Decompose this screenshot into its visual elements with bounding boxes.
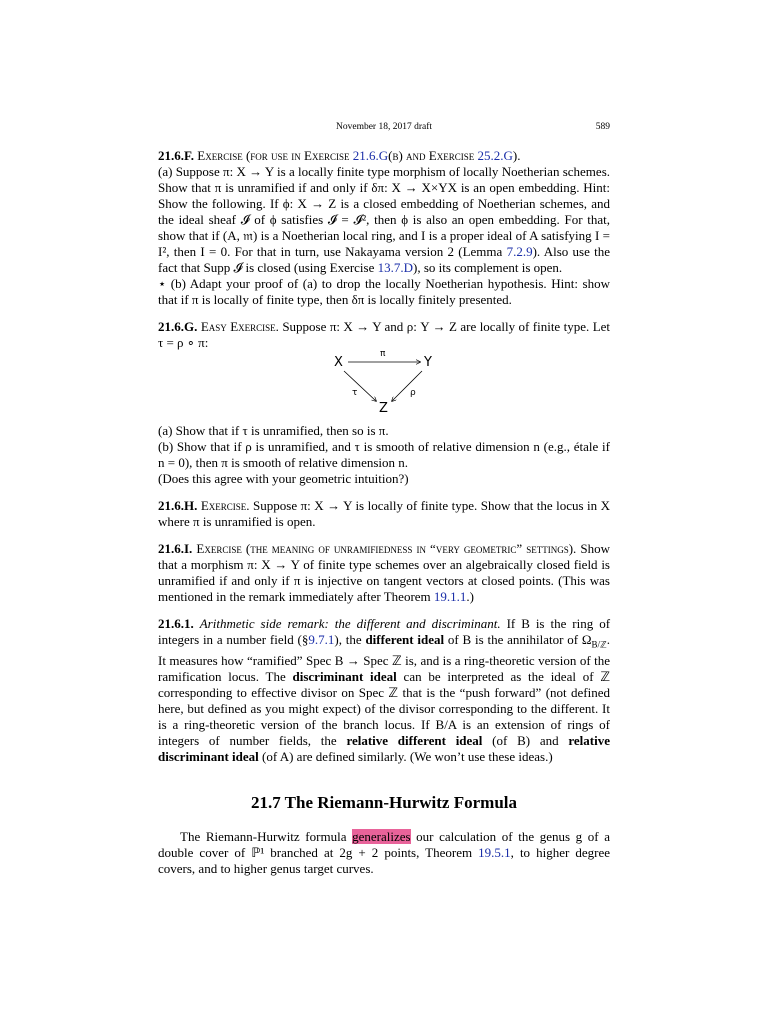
page-number: 589 xyxy=(595,122,610,132)
omega-subscript: B/ℤ xyxy=(591,639,607,650)
diagram-node-y: Y xyxy=(424,355,432,370)
ref-link[interactable]: 19.1.1 xyxy=(433,589,467,604)
exercise-number: 21.6.G. xyxy=(158,319,198,334)
exercise-number: 21.6.F. xyxy=(158,148,194,163)
section-text: our calculation of the genus g of a double cover of ℙ¹ branched at 2g + 2 points, Theorem xyxy=(158,828,611,860)
page-body xyxy=(158,148,610,888)
exercise-label-end: ). xyxy=(512,148,521,163)
diagram-arrows xyxy=(158,353,610,421)
exercise-part-b: (b) Show that if ρ is unramified, and τ is smooth of relative dimension n (e.g., étale if n = 0), then π is smooth of relative dimension n. xyxy=(158,439,610,470)
exercise-label: Easy Exercise. xyxy=(200,319,279,334)
remark-21-6-1 xyxy=(158,616,610,765)
part-a-text-3: ), so its complement is open. xyxy=(413,260,563,275)
remark-number: 21.6.1. xyxy=(158,616,194,631)
remark-text: (of A) are defined similarly. (We won’t use these ideas.) xyxy=(258,748,553,764)
header-date: November 18, 2017 draft xyxy=(336,122,433,132)
ref-link[interactable]: 9.7.1 xyxy=(308,632,335,647)
exercise-text: Show that a morphism π: X → Y of finite type schemes over an algebraically closed field is unramified if and only if π is injective on tangent vectors at closed points. (This was mentioned in the remark immediately after Theorem xyxy=(158,541,611,604)
exercise-label: Exercise. xyxy=(200,498,250,513)
exercise-label: Exercise (the meaning of unramifiedness in “very geometric” settings). xyxy=(196,541,577,556)
exercise-label: Exercise (for use in Exercise xyxy=(197,148,353,163)
term-discriminant-ideal: discriminant ideal xyxy=(292,668,397,684)
diagram-node-z: Z xyxy=(379,401,388,416)
exercise-part-a: (a) Show that if τ is unramified, then so is π. xyxy=(158,423,389,438)
part-a-text: (a) Suppose π: X → Y is a locally finite type morphism of locally Noetherian schemes. Show that π is unramified if and only if δπ: X → X×YX is an open embedding. Hint: Show the following. If ϕ: X → Z is a closed embedding of Noetherian schemes, and the ideal sheaf 𝓘 of ϕ satisfies 𝓘 = 𝓘², then ϕ is also an open embedding. For that, show that if (A, 𝔪) is a Noetherian local ring, and I is a proper ideal of A satisfying I = I², then I = 0. For that in turn, use Nakayama version 2 (Lemma xyxy=(158,164,610,259)
section-intro-paragraph xyxy=(158,829,610,877)
term-relative-discriminant-ideal: relative discriminant ideal xyxy=(158,732,610,764)
remark-text: . It measures how “ramified” Spec B → Spec ℤ is, and is a ring-theoretic version of the ramification locus. The xyxy=(158,632,611,684)
exercise-21-6-f xyxy=(158,148,610,308)
diagram-label-tau: τ xyxy=(352,388,358,398)
diagram-node-x: X xyxy=(334,355,343,370)
remark-title: Arithmetic side remark: the different and discriminant. xyxy=(199,616,501,631)
remark-text: can be interpreted as the ideal of ℤ corresponding to effective divisor on Spec ℤ that is the “push forward” (not defined here, but defined as you might expect) of the divisor corresponding to the different. It is a ring-theoretic version of the branch locus. If B/A is an extension of rings of integers of number fields, the xyxy=(158,668,610,748)
section-text: The Riemann-Hurwitz formula xyxy=(180,828,353,844)
highlighted-word[interactable]: generalizes xyxy=(352,828,411,844)
diagram-label-pi: π xyxy=(380,349,386,359)
exercise-21-6-g xyxy=(158,319,610,487)
ref-link[interactable]: 7.2.9 xyxy=(506,244,533,259)
exercise-part-b: ⋆ (b) Adapt your proof of (a) to drop the locally Noetherian hypothesis. Hint: show that if π is locally of finite type, then δπ is locally finitely presented. xyxy=(158,276,610,307)
exercise-label-cont: (b) and Exercise xyxy=(388,148,478,163)
exercise-part-a xyxy=(158,164,610,276)
section-heading: 21.7 The Riemann-Hurwitz Formula xyxy=(250,792,517,812)
term-relative-different-ideal: relative different ideal xyxy=(346,732,483,748)
exercise-intro: Suppose π: X → Y and ρ: Y → Z are locally of finite type. Let τ = ρ ∘ π: xyxy=(158,319,611,350)
exercise-21-6-h xyxy=(158,498,610,530)
exercise-number: 21.6.I. xyxy=(158,541,193,556)
commutative-diagram xyxy=(158,349,610,421)
diagram-label-rho: ρ xyxy=(410,388,416,398)
ref-link[interactable]: 21.6.G xyxy=(352,148,389,163)
exercise-number: 21.6.H. xyxy=(158,498,198,513)
arrow-tau xyxy=(344,371,376,401)
term-different-ideal: different ideal xyxy=(365,632,445,647)
exercise-21-6-i xyxy=(158,541,610,605)
arrow-rho xyxy=(392,371,422,401)
exercise-part-c: (Does this agree with your geometric intuition?) xyxy=(158,471,409,486)
part-a-text-2: ). Also use the fact that Supp 𝓘 is closed (using Exercise xyxy=(158,244,610,275)
remark-text: ), the xyxy=(334,632,366,647)
remark-text: If B is the ring of integers in a number field (§ xyxy=(158,616,611,647)
ref-link[interactable]: 19.5.1 xyxy=(478,844,511,860)
remark-text: (of B) and xyxy=(482,732,569,748)
exercise-text: Suppose π: X → Y is locally of finite type. Show that the locus in X where π is unramified is open. xyxy=(158,498,611,529)
exercise-text-end: .) xyxy=(466,589,475,604)
ref-link[interactable]: 25.2.G xyxy=(477,148,513,163)
section-text: , to higher degree covers, and to higher genus target curves. xyxy=(158,844,610,876)
ref-link[interactable]: 13.7.D xyxy=(377,260,414,275)
remark-text: of B is the annihilator of Ω xyxy=(444,632,592,647)
